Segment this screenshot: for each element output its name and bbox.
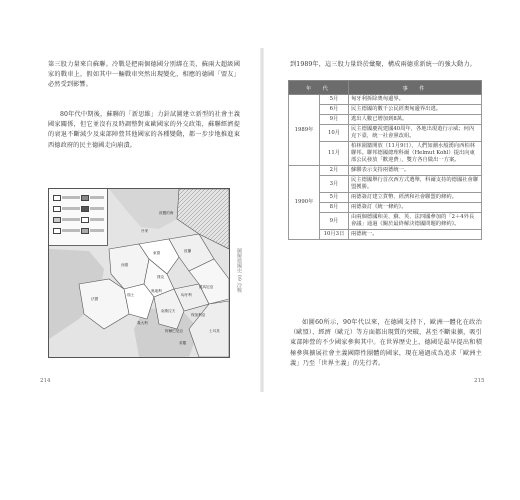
event-cell: 兩德簽訂建立貨幣、經濟和社會聯盟的條約。	[349, 193, 482, 203]
map-label: 東德	[153, 251, 161, 255]
year-cell: 1990年	[289, 166, 320, 240]
year-cell: 1989年	[289, 95, 320, 166]
gutter	[260, 48, 264, 392]
event-cell: 由兩個德國和美、蘇、英、法四國參加的「2＋4外長會議」通過《關於最終解決德國問題的條約》。	[349, 213, 482, 230]
month-cell: 5月	[320, 193, 349, 203]
legend-text	[62, 218, 80, 221]
legend-text	[62, 207, 80, 210]
month-cell: 9月	[320, 213, 349, 230]
map-label: 丹麥	[141, 229, 149, 233]
paragraph: 如圖60所示，90年代以來，在德國支持下，歐洲一體化在政治（歐盟）、經濟（歐元）等方面都出現質的突破，甚至不斷東擴，吸引東部陣營的不少國家參與其中。在世界歷史上，德國是最早提出和積極參與擴展社會主義國際性團體的國家，現在通過成為追求「歐洲主義」乃至「世界主義」的先行者。	[290, 319, 482, 367]
month-cell: 2月	[320, 166, 349, 176]
europe-map	[48, 188, 230, 358]
map-label: 羅馬尼亞	[199, 285, 214, 289]
month-cell: 3月	[320, 176, 349, 193]
legend-text	[62, 196, 80, 199]
month-cell: 8月	[320, 203, 349, 213]
page-number: 215	[474, 378, 485, 384]
legend-text	[62, 229, 80, 232]
map-label: 波蘭	[184, 249, 192, 253]
book-spread	[30, 48, 492, 392]
legend-symbol	[53, 195, 61, 201]
page-number: 214	[40, 378, 51, 384]
running-title: 圖解德國史 09 冷戰	[236, 248, 242, 293]
map-label: 西德	[121, 263, 129, 267]
event-cell: 民主德國慶祝建國40周年，各地出現遊行示威；何內克下臺，統一社會黨改組。	[349, 125, 482, 142]
map-label: 匈牙利	[181, 293, 192, 297]
map-label: 捷克	[157, 275, 165, 279]
map-label: 奧地利	[151, 289, 162, 293]
table-row	[289, 166, 482, 176]
event-cell: 蘇聯表示支持兩德統一。	[349, 166, 482, 176]
table-header-row	[289, 81, 482, 95]
column-header-event: 事 件	[349, 81, 482, 95]
map-label: 法國	[91, 297, 99, 301]
map-label: 保加利亞	[191, 313, 206, 317]
event-cell: 兩德統一。	[349, 230, 482, 240]
left-page	[30, 48, 258, 392]
table-row	[289, 95, 482, 105]
event-cell: 兩德簽訂《統一條約》。	[349, 203, 482, 213]
event-cell: 民主德國的數千公民經奧匈邊界出逃。	[349, 105, 482, 115]
map-label: 瑞士	[127, 293, 135, 297]
event-cell: 柏林圍牆開放（11月9日），人們如潮水般湧向西柏林聯邦。聯邦德國總理科爾（Helmut Kohl）提出向東部公民發放「歡迎費」，雙方各自做出一方案。	[349, 142, 482, 166]
month-cell: 5月	[320, 95, 349, 105]
map-label: 南斯拉夫	[161, 309, 176, 313]
legend-symbol	[81, 206, 89, 212]
month-cell: 9月	[320, 115, 349, 125]
legend-symbol	[53, 206, 61, 212]
event-cell: 匈牙利拆除奧匈邊界。	[349, 95, 482, 105]
map-label: 阿爾巴尼亞	[165, 329, 183, 333]
map-label: 土耳其	[209, 329, 220, 333]
legend-text	[90, 229, 104, 232]
right-page	[266, 48, 492, 392]
legend-text	[90, 218, 104, 221]
events-table	[288, 80, 482, 240]
event-cell: 逃出人數已增加到8萬。	[349, 115, 482, 125]
legend-symbol	[81, 195, 89, 201]
legend-text	[90, 196, 104, 199]
month-cell: 11月	[320, 142, 349, 166]
legend-symbol	[53, 217, 61, 223]
paragraph: 第三股力量來自蘇聯。冷戰是把兩個德國分別綁在美、蘇兩大超級國家的戰車上，假如其中一輛戰車突然出現變化，相應的德國「盟友」必然受到影響。	[48, 61, 240, 89]
month-cell: 6月	[320, 105, 349, 115]
event-cell: 民主德國舉行首次西方式選舉，科爾支持的德國社會聯盟獲勝。	[349, 176, 482, 193]
legend-text	[90, 207, 104, 210]
map-label: 波羅的海	[159, 211, 174, 215]
month-cell: 10月	[320, 125, 349, 142]
column-header-year: 年 代	[289, 81, 349, 95]
map-label: 希臘	[179, 341, 187, 345]
legend-symbol	[81, 228, 89, 234]
map-label: 義大利	[137, 321, 148, 325]
paragraph: 到1989年，這三股力量終於彙聚，構成兩德重新統一的強大動力。	[290, 61, 476, 68]
legend-symbol	[81, 217, 89, 223]
map-legend	[49, 189, 108, 246]
legend-symbol	[53, 228, 61, 234]
month-cell: 10月3日	[320, 230, 349, 240]
paragraph: 80年代中期後，蘇聯的「新思維」力針試圖建立新型的社會主義國家關係，但它並沒有及時調整對東歐國家的外交政策，蘇聯經濟提的衰退不斷減少及東部陣營其他國家的各種變動，都一步步地推進東西德政府的民主德國走向崩潰。	[48, 111, 240, 149]
